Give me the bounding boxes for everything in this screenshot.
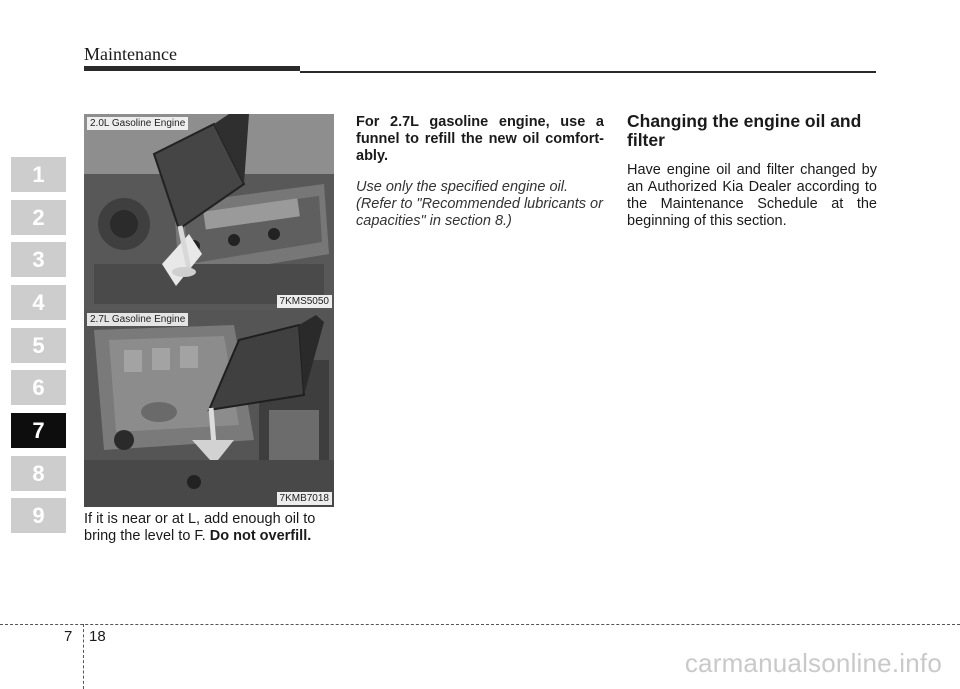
section-heading: Changing the engine oil and filter [627,111,862,150]
engine-2-0l-illustration [84,114,334,310]
do-not-overfill-warning: Do not overfill. [209,528,312,544]
footer-divider [0,624,960,625]
chapter-tab-2[interactable]: 2 [11,200,66,235]
watermark: carmanualsonline.info [684,648,942,678]
chapter-tab-5[interactable]: 5 [11,328,66,363]
header-rule-thick [84,66,300,71]
column-2 [356,114,604,230]
chapter-tab-9[interactable]: 9 [11,498,66,533]
funnel-instruction: For 2.7L gasoline engine, use a funnel to refill the new oil comfort-ably. [356,114,604,164]
header-rule-thin [300,71,876,73]
figure-label-top: 2.0L Gasoline Engine [87,117,188,130]
chapter-tab-6[interactable]: 6 [11,370,66,405]
footer-chapter-number: 7 [64,628,73,645]
footer-vertical-divider [83,624,84,689]
engine-photo-2-0l [84,114,334,310]
engine-photo-2-7l [84,310,334,507]
oil-level-instruction [84,511,336,545]
chapter-tab-1[interactable]: 1 [11,157,66,192]
header-title: Maintenance [84,44,177,64]
footer-page-number: 18 [89,628,106,645]
section-body: Have engine oil and filter changed by an Authorized Kia Dealer according to the Maintenance Schedule at the beginning of this section. [627,162,877,229]
chapter-tab-3[interactable]: 3 [11,242,66,277]
column-3 [627,112,877,230]
chapter-tab-8[interactable]: 8 [11,456,66,491]
oil-level-text: If it is near or at L, add enough oil to bring the level to F. [84,511,316,544]
figure-code-top: 7KMS5050 [277,295,332,308]
chapter-tab-7[interactable]: 7 [11,413,66,448]
engine-2-7l-illustration [84,310,334,507]
chapter-tab-4[interactable]: 4 [11,285,66,320]
oil-spec-note: Use only the specified engine oil. (Refer to "Recommended lubricants or capacities" in section 8.) [356,179,603,229]
figure-code-bottom: 7KMB7018 [277,492,332,505]
figure-label-bottom: 2.7L Gasoline Engine [87,313,188,326]
